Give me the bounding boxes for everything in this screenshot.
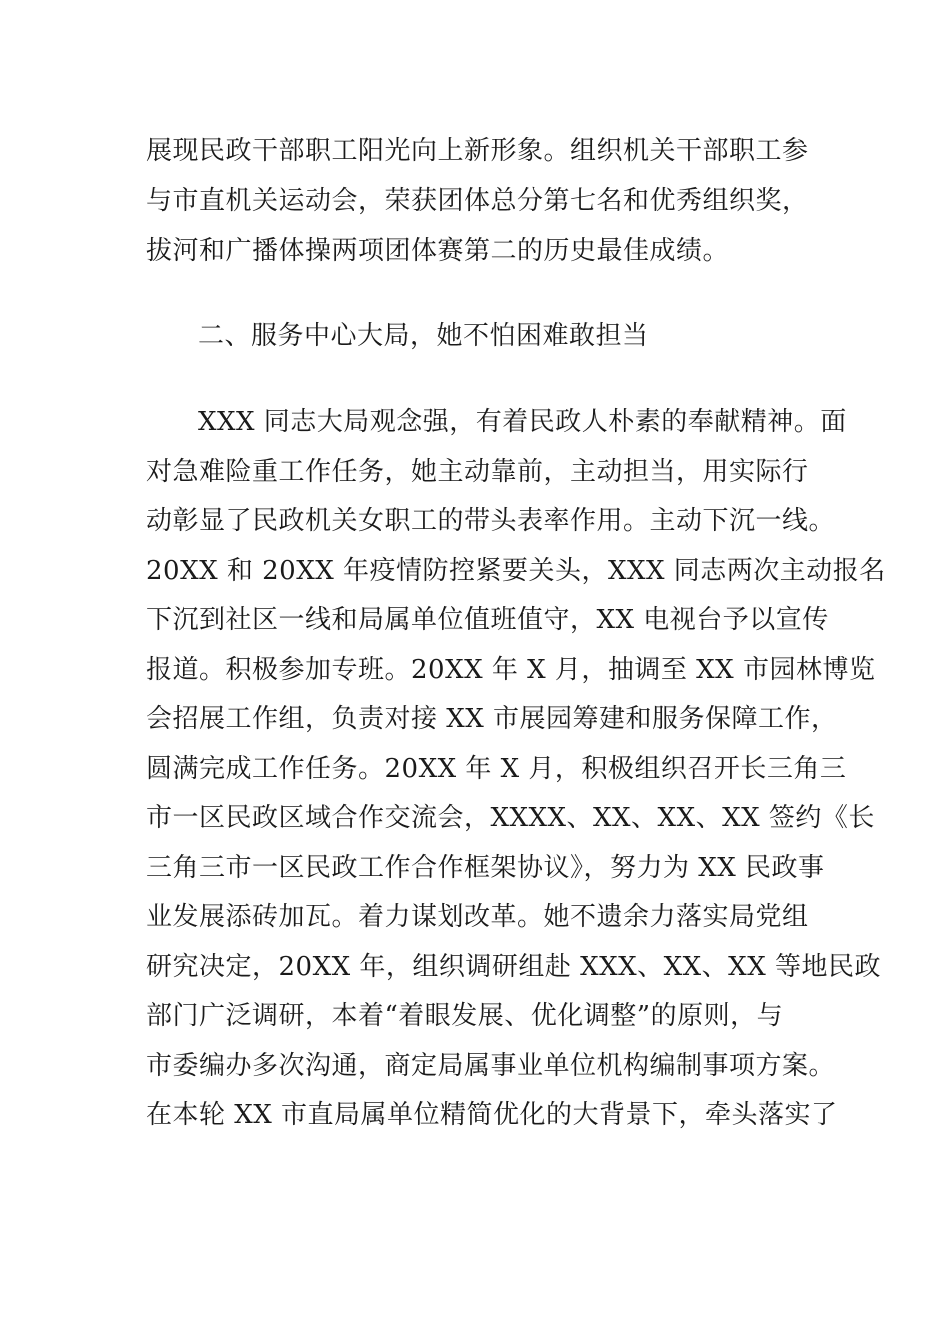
paragraph-2-line: 部门广泛调研，本着“着眼发展、优化调整”的原则，与: [146, 1001, 784, 1031]
paragraph-2-line: 研究决定，20XX 年，组织调研组赴 XXX、XX、XX 等地民政: [146, 952, 881, 982]
paragraph-1-line: 展现民政干部职工阳光向上新形象。组织机关干部职工参: [146, 136, 809, 166]
paragraph-2-line: 业发展添砖加瓦。着力谋划改革。她不遗余力落实局党组: [146, 902, 809, 932]
paragraph-2-line: 动彰显了民政机关女职工的带头表率作用。主动下沉一线。: [146, 506, 836, 536]
section-heading: 二、服务中心大局，她不怕困难敢担当: [198, 321, 649, 351]
paragraph-2-line: 报道。积极参加专班。20XX 年 X 月，抽调至 XX 市园林博览: [146, 655, 876, 685]
paragraph-2-line: 在本轮 XX 市直局属单位精简优化的大背景下，牵头落实了: [146, 1100, 838, 1130]
paragraph-2-line: 下沉到社区一线和局属单位值班值守，XX 电视台予以宣传: [146, 605, 829, 635]
paragraph-2-line: 会招展工作组，负责对接 XX 市展园筹建和服务保障工作，: [146, 704, 838, 734]
paragraph-1-line: 与市直机关运动会，荣获团体总分第七名和优秀组织奖，: [146, 186, 809, 216]
paragraph-2-line: XXX 同志大局观念强，有着民政人朴素的奉献精神。面: [198, 407, 847, 437]
paragraph-2-line: 20XX 和 20XX 年疫情防控紧要关头，XXX 同志两次主动报名: [146, 556, 886, 586]
paragraph-2-line: 市委编办多次沟通，商定局属事业单位机构编制事项方案。: [146, 1051, 836, 1081]
paragraph-2-line: 圆满完成工作任务。20XX 年 X 月，积极组织召开长三角三: [146, 754, 847, 784]
paragraph-2-line: 三角三市一区民政工作合作框架协议》，努力为 XX 民政事: [146, 853, 825, 883]
paragraph-2-line: 市一区民政区域合作交流会，XXXX、XX、XX、XX 签约《长: [146, 803, 875, 833]
paragraph-1-line: 拔河和广播体操两项团体赛第二的历史最佳成绩。: [146, 236, 730, 266]
paragraph-2-line: 对急难险重工作任务，她主动靠前，主动担当，用实际行: [146, 457, 809, 487]
